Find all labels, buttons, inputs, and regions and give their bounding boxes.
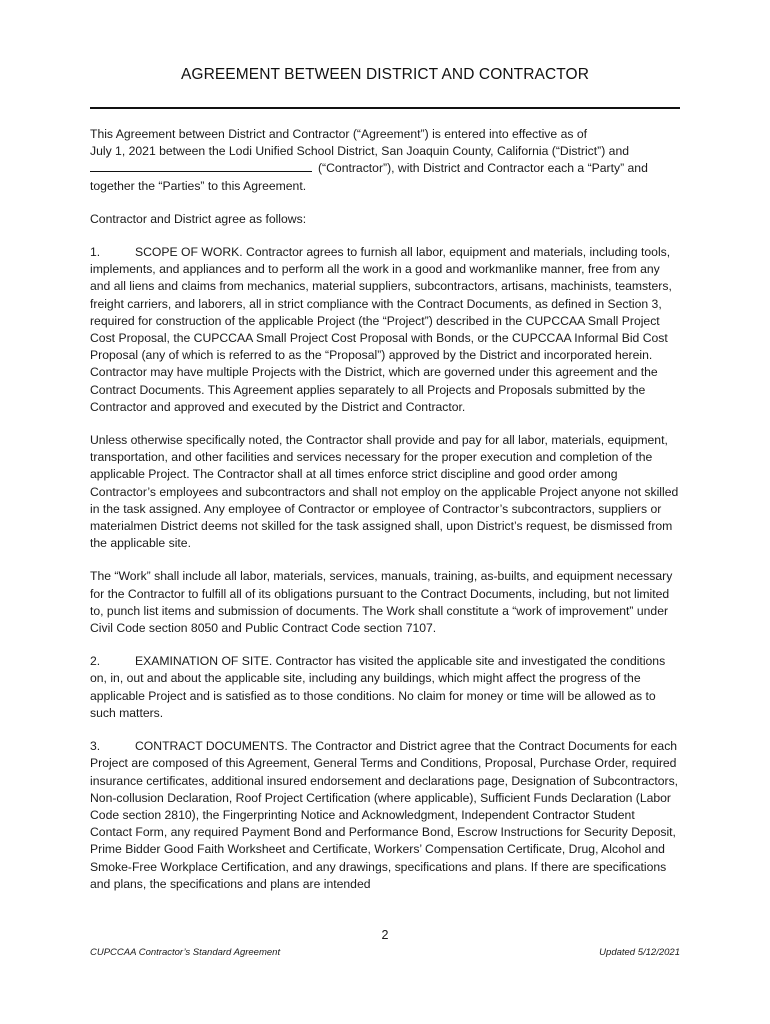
agree-paragraph: Contractor and District agree as follows: — [90, 211, 307, 226]
section-2-number: 2. — [90, 654, 101, 669]
intro-line-2: July 1, 2021 between the Lodi Unified School District, San Joaquin County, California (“District”) and — [90, 144, 629, 159]
section-2-text: EXAMINATION OF SITE. Contractor has visited the applicable site and investigated the conditions on, in, out and about the applicable site, including any buildings, which might affect the progress of the applicable Project and is satisfied as to those conditions. No claim for money or time will be allowed as to such matters. — [90, 654, 666, 720]
intro-line-3: (“Contractor”), with District and Contractor each a “Party” and — [318, 161, 648, 176]
document-page — [90, 0, 680, 1024]
section-2-paragraph — [90, 653, 680, 722]
contractor-name-blank — [90, 160, 312, 172]
footer-document-name: CUPCCAA Contractor’s Standard Agreement — [90, 947, 281, 958]
page-number: 2 — [381, 928, 389, 942]
unless-paragraph: Unless otherwise specifically noted, the Contractor shall provide and pay for all labor, materials, equipment, transportation, and other facilities and services necessary for the proper execution and completion of the applicable Project. The Contractor shall at all times enforce strict discipline and good order among Contractor’s employees and subcontractors and shall not employ on the applicable Project anyone not skilled in the task assigned. Any employee of Contractor or employee of Contractor’s subcontractors, suppliers or materialmen District deems not skilled for the task assigned shall, upon District’s request, be dismissed from the applicable site. — [90, 433, 679, 551]
intro-line-4: together the “Parties” to this Agreement. — [90, 178, 307, 193]
intro-line-1: This Agreement between District and Contractor (“Agreement”) is entered into effective as of — [90, 127, 587, 141]
section-1-text: SCOPE OF WORK. Contractor agrees to furnish all labor, equipment and materials, including tools, implements, and appliances and to perform all the work in a good and workmanlike manner, free from any and all liens and claims from mechanics, material suppliers, subcontractors, artisans, machinists, teamsters, freight carriers, and laborers, all in strict compliance with the Contract Documents, as defined in Section 3, required for construction of the applicable Project (the “Project”) described in the CUPCCAA Small Project Cost Proposal, the CUPCCAA Small Project Cost Proposal with Bonds, or the CUPCCAA Informal Bid Cost Proposal (any of which is referred to as the “Proposal”) approved by the District and incorporated herein. Contractor may have multiple Projects with the District, which are governed under this agreement and the Contract Documents. This Agreement applies separately to all Projects and Proposals submitted by the Contractor and approved and executed by the District and Contractor. — [90, 245, 672, 414]
section-3-text: CONTRACT DOCUMENTS. The Contractor and District agree that the Contract Documents for each Project are composed of this Agreement, General Terms and Conditions, Proposal, Purchase Order, required insurance certificates, additional insured endorsement and declarations page, Designation of Subcontractors, Non-collusion Declaration, Roof Project Certification (where applicable), Sufficient Funds Declaration (Labor Code section 2810), the Fingerprinting Notice and Acknowledgment, Independent Contractor Student Contact Form, any required Payment Bond and Performance Bond, Escrow Instructions for Security Deposit, Prime Bidder Good Faith Worksheet and Certificate, Workers’ Compensation Certificate, Drug, Alcohol and Smoke-Free Workplace Certification, and any drawings, specifications and plans. If there are specifications and plans, the specifications and plans are intended — [90, 739, 679, 891]
section-1-number: 1. — [90, 245, 101, 260]
footer-updated-date: Updated 5/12/2021 — [599, 947, 680, 958]
title-divider — [90, 107, 680, 109]
work-paragraph: The “Work” shall include all labor, materials, services, manuals, training, as-builts, and equipment necessary for the Contractor to fulfill all of its obligations pursuant to the Contract Documents, including, but not limited to, punch list items and submission of documents. The Work shall constitute a “work of improvement” under Civil Code section 8050 and Public Contract Code section 7107. — [90, 569, 673, 636]
document-body — [90, 126, 680, 909]
section-3-number: 3. — [90, 739, 101, 754]
section-1-paragraph — [90, 244, 680, 416]
intro-paragraph — [90, 126, 680, 195]
page-title: AGREEMENT BETWEEN DISTRICT AND CONTRACTOR — [180, 66, 589, 83]
section-3-paragraph — [90, 738, 680, 893]
